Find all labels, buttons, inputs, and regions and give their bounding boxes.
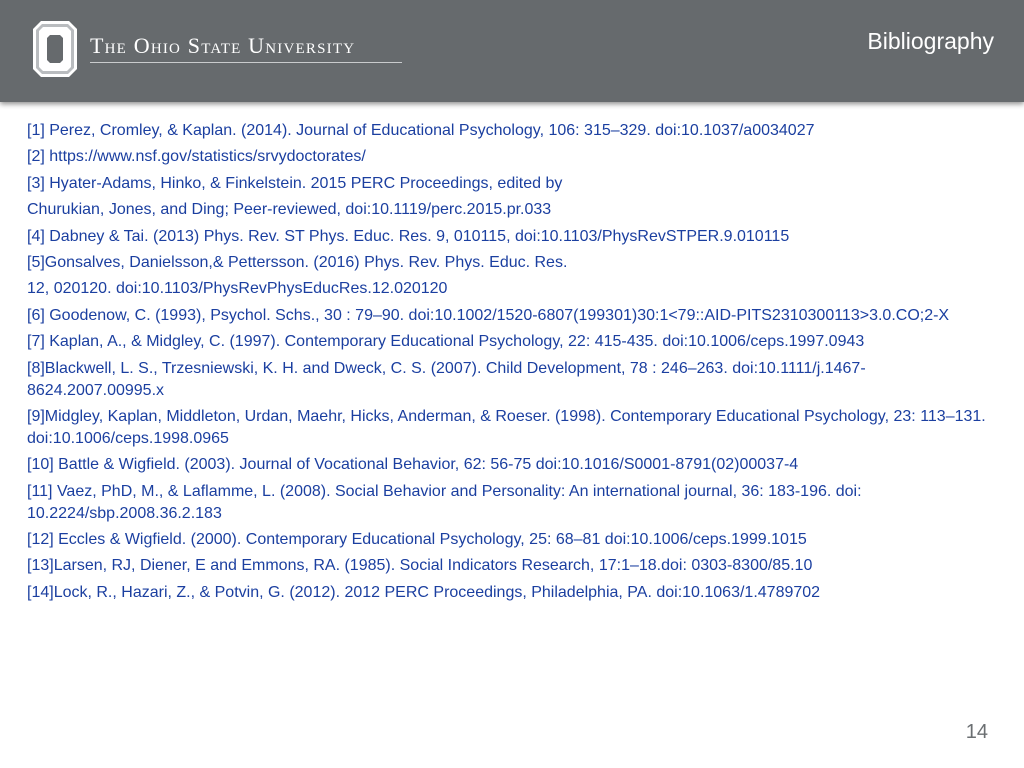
- reference-item: [11] Vaez, PhD, M., & Laflamme, L. (2008). Social Behavior and Personality: An international journal, 36: 183-196. doi: 10.2224/sbp.2008.36.2.183: [27, 482, 862, 522]
- reference-item: [10] Battle & Wigfield. (2003). Journal of Vocational Behavior, 62: 56-75 doi:10.1016/S0001-8791(02)00037-4: [27, 456, 799, 474]
- slide-title: Bibliography: [867, 28, 994, 54]
- reference-item: [8]Blackwell, L. S., Trzesniewski, K. H. and Dweck, C. S. (2007). Child Development, 78 : 246–263. doi:10.1111/j.1467-8624.2007.00995.x: [27, 359, 866, 399]
- reference-item: [6] Goodenow, C. (1993), Psychol. Schs., 30 : 79–90. doi:10.1002/1520-6807(199301)30:1<79::AID-PITS2310300113>3.0.CO;2-X: [27, 306, 950, 324]
- reference-list: [27, 120, 1002, 608]
- reference-item: [1] Perez, Cromley, & Kaplan. (2014). Journal of Educational Psychology, 106: 315–329. doi:10.1037/a0034027: [27, 122, 815, 139]
- reference-item: [12] Eccles & Wigfield. (2000). Contemporary Educational Psychology, 25: 68–81 doi:10.1006/ceps.1999.1015: [27, 531, 807, 549]
- reference-item: [4] Dabney & Tai. (2013) Phys. Rev. ST Phys. Educ. Res. 9, 010115, doi:10.1103/PhysRevSTPER.9.010115: [27, 227, 790, 245]
- reference-item: [3] Hyater-Adams, Hinko, & Finkelstein. 2015 PERC Proceedings, edited by: [27, 174, 563, 192]
- reference-item: [7] Kaplan, A., & Midgley, C. (1997). Contemporary Educational Psychology, 22: 415-435. doi:10.1006/ceps.1997.0943: [27, 333, 865, 351]
- reference-item: [5]Gonsalves, Danielsson,& Pettersson. (2016) Phys. Rev. Phys. Educ. Res.: [27, 253, 568, 271]
- reference-item: [9]Midgley, Kaplan, Middleton, Urdan, Maehr, Hicks, Anderman, & Roeser. (1998). Contemporary Educational Psychology, 23: 113–131. doi:10.1006/ceps.1998.0965: [27, 407, 986, 447]
- reference-item: 12, 020120. doi:10.1103/PhysRevPhysEducRes.12.020120: [27, 280, 448, 298]
- page-number: 14: [965, 721, 988, 743]
- slide-header: [0, 0, 1024, 102]
- wordmark-divider: [90, 62, 402, 63]
- block-o-logo-icon: [32, 20, 78, 78]
- university-wordmark: The Ohio State University: [90, 33, 356, 58]
- reference-item: Churukian, Jones, and Ding; Peer-reviewed, doi:10.1119/perc.2015.pr.033: [27, 201, 552, 219]
- reference-item: [13]Larsen, RJ, Diener, E and Emmons, RA. (1985). Social Indicators Research, 17:1–18.doi: 0303-8300/85.10: [27, 557, 813, 575]
- reference-item: [2] https://www.nsf.gov/statistics/srvydoctorates/: [27, 148, 366, 166]
- reference-item: [14]Lock, R., Hazari, Z., & Potvin, G. (2012). 2012 PERC Proceedings, Philadelphia, PA. doi:10.1063/1.4789702: [27, 583, 821, 601]
